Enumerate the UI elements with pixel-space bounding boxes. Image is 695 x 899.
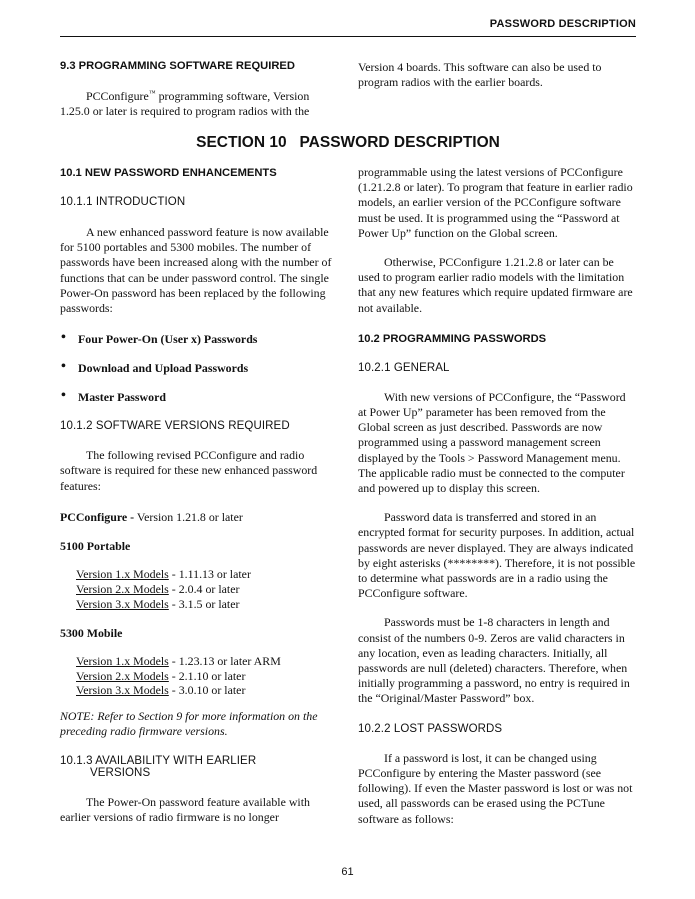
heading-10-1-3	[60, 755, 338, 779]
model-version: - 2.1.10 or later	[168, 668, 246, 683]
pcconfigure-version	[60, 510, 338, 525]
bullet-dot: •	[61, 330, 66, 346]
page-number: 61	[341, 866, 354, 878]
model-row	[60, 683, 338, 698]
availability-para-cont: programmable using the latest versions of PCConfigure (1.21.2.8 or later). To program that feature in earlier radio models, an earlier version of the PCConfigure software must be used. It is programmed using the “Password at Power Up” function on the Global screen.	[358, 165, 633, 240]
model-row	[60, 597, 338, 612]
heading-9-3: 9.3 PROGRAMMING SOFTWARE REQUIRED	[60, 60, 295, 72]
model-version: - 3.0.10 or later	[168, 683, 246, 698]
bullet-dot: •	[61, 388, 66, 404]
bullet-item	[60, 361, 338, 376]
para-9-3-rest: programming software, Version 1.25.0 or later is required to program radios with the	[60, 88, 310, 119]
bullet-text: Master Password	[78, 390, 166, 405]
model-name: Version 3.x Models	[76, 596, 169, 611]
bullet-dot: •	[61, 359, 66, 375]
left-column	[60, 167, 338, 825]
general-para: With new versions of PCConfigure, the “Password at Power Up” parameter has been removed from the Global screen as just described. Passwords are now programmed using a password management screen displayed by the Tools > Password Management menu. The applicable radio must be connected to the computer and powered up to display this screen.	[358, 389, 626, 496]
trademark: ™	[148, 89, 156, 97]
bullet-item	[60, 332, 338, 347]
heading-10-1-2: 10.1.2 SOFTWARE VERSIONS REQUIRED	[60, 420, 290, 433]
pcconfigure-label: PCConfigure -	[60, 509, 135, 524]
model-name: Version 1.x Models	[76, 567, 169, 582]
heading-10-2-1: 10.2.1 GENERAL	[358, 361, 450, 374]
heading-10-2-2: 10.2.2 LOST PASSWORDS	[358, 722, 503, 735]
portable-label: 5100 Portable	[60, 539, 131, 554]
right-column	[358, 165, 636, 827]
heading-10-2: 10.2 PROGRAMMING PASSWORDS	[358, 332, 547, 345]
heading-10-1-3-line1: 10.1.3 AVAILABILITY WITH EARLIER	[60, 754, 257, 767]
pcconfigure-value: Version 1.21.8 or later	[134, 509, 243, 524]
model-name: Version 2.x Models	[76, 668, 169, 683]
model-row	[60, 582, 338, 597]
mobile-models	[60, 654, 338, 698]
heading-10-1: 10.1 NEW PASSWORD ENHANCEMENTS	[60, 167, 277, 179]
model-version: - 3.1.5 or later	[168, 596, 240, 611]
header-title: PASSWORD DESCRIPTION	[489, 18, 636, 30]
model-row	[60, 654, 338, 669]
portable-models	[60, 567, 338, 611]
mobile-label: 5300 Mobile	[60, 625, 123, 640]
model-name: Version 2.x Models	[76, 582, 169, 597]
para-9-3	[60, 86, 338, 119]
pcconfigure-text: PCConfigure	[86, 88, 149, 103]
lost-para: If a password is lost, it can be changed using PCConfigure by entering the Master password (see following). If even the Master password is lost or was not used, all passwords can be erased using the PCTune software as follows:	[358, 750, 633, 826]
para-9-3-cont: Version 4 boards. This software can also be used to program radios with the earlier boards.	[358, 60, 602, 90]
data-para: Password data is transferred and stored in an encrypted format for security purposes. In addition, actual passwords are never displayed. They are always indicated by eight asterisks (********). Therefore, it is not possible to determine what passwords are in a radio using the PCConfigure software.	[358, 510, 636, 601]
running-header	[60, 18, 636, 37]
note: NOTE: Refer to Section 9 for more information on the preceding radio firmware versions.	[60, 709, 318, 739]
section-title: SECTION 10 PASSWORD DESCRIPTION	[196, 134, 500, 151]
availability-para: The Power-On password feature available with earlier versions of radio firmware is no longer	[60, 794, 310, 824]
section-9-3-right	[358, 60, 636, 90]
model-version: - 1.23.13 or later ARM	[168, 653, 281, 668]
model-name: Version 1.x Models	[76, 653, 169, 668]
model-row	[60, 669, 338, 684]
section-9-3-left	[60, 60, 338, 119]
bullet-text: Download and Upload Passwords	[78, 361, 249, 376]
intro-para: A new enhanced password feature is now available for 5100 portables and 5300 mobiles. The number of passwords have been increased along with the number of functions that can be under password control. The single Power-On password has been replaced by the following passwords:	[60, 225, 332, 316]
model-name: Version 3.x Models	[76, 683, 169, 698]
heading-10-1-1: 10.1.1 INTRODUCTION	[60, 196, 186, 208]
software-para: The following revised PCConfigure and radio software is required for these new enhanced password features:	[60, 448, 318, 493]
model-version: - 2.0.4 or later	[168, 582, 240, 597]
bullet-item	[60, 390, 338, 405]
bullet-text: Four Power-On (User x) Passwords	[78, 332, 258, 347]
model-row	[60, 567, 338, 582]
model-version: - 1.11.13 or later	[168, 567, 251, 582]
availability-para-2: Otherwise, PCConfigure 1.21.2.8 or later can be used to program earlier radio models with the limitation that any new features which require updated firmware are not available.	[358, 255, 633, 315]
heading-10-1-3-line2: VERSIONS	[90, 766, 151, 779]
length-para: Passwords must be 1-8 characters in length and consist of the numbers 0-9. Zeros are valid characters in any location, even as leading characters. Initially, all passwords are null (deleted) characters. Therefore, when initially programming a password, no entry is required in the “Original/Master Password” box.	[358, 615, 630, 706]
